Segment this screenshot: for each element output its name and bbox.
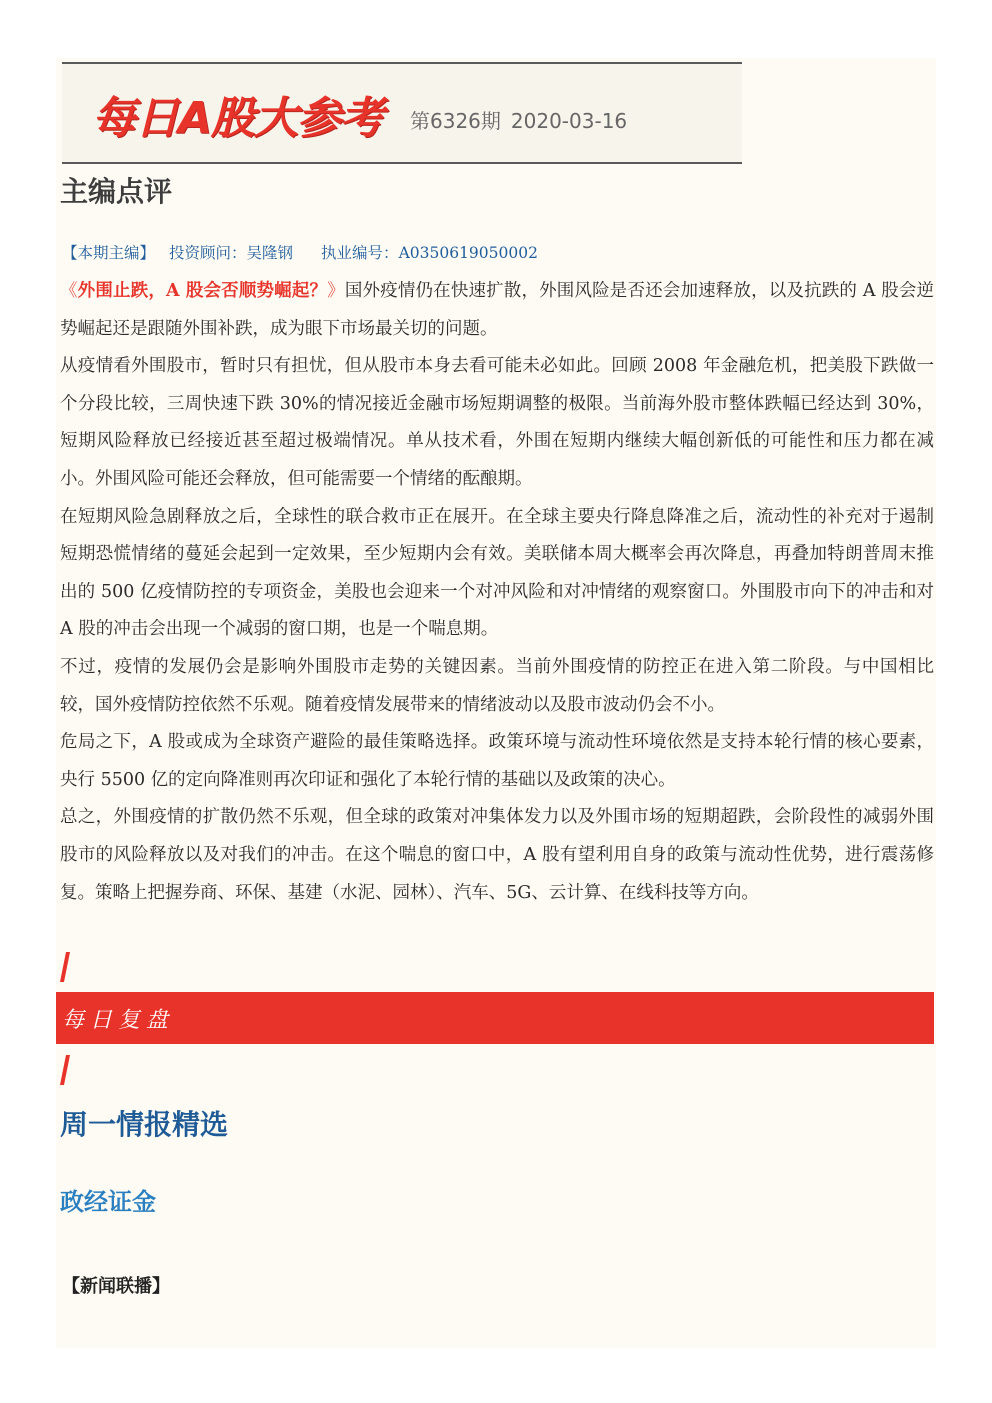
- advisor-label: 投资顾问：: [169, 244, 247, 262]
- article-paragraph: 在短期风险急剧释放之后，全球性的联合救市正在展开。在全球主要央行降息降准之后，流动性的补充对于遏制短期恐慌情绪的蔓延会起到一定效果，至少短期内会有效。美联储本周大概率会再次降息，再叠加特朗普周末推出的 500 亿疫情防控的专项资金，美股也会迎来一个对冲风险和对冲情绪的观察窗口。外围股市向下的冲击和对 A 股的冲击会出现一个减弱的窗口期，也是一个喘息期。: [60, 506, 934, 640]
- paragraph-1-text: 国外疫情仍在快速扩散，外围风险是否还会加速释放，以及抗跌的 A 股会逆势崛起还是跟随外围补跌，成为眼下市场最关切的问题。: [60, 281, 935, 339]
- advisor-name: 吴隆钢: [246, 244, 294, 262]
- news-tag-xinwen-lianbo: 【新闻联播】: [62, 1276, 170, 1297]
- article-paragraph: [60, 273, 934, 348]
- editor-tag: 【本期主编】: [62, 244, 156, 262]
- section-title-monday-intel: 周一情报精选: [60, 1108, 229, 1141]
- headline-close: 》: [327, 281, 345, 301]
- article-paragraph: 不过，疫情的发展仍会是影响外围股市走势的关键因素。当前外围疫情的防控正在进入第二阶段。与中国相比较，国外疫情防控依然不乐观。随着疫情发展带来的情绪波动以及股市波动仍会不小。: [60, 656, 934, 715]
- daily-review-bar: [56, 992, 934, 1044]
- article-headline: 外围止跌，A 股会否顺势崛起？: [77, 281, 328, 301]
- issue-date: 2020-03-16: [510, 109, 628, 133]
- section-title-editor-comment: 主编点评: [60, 175, 173, 208]
- article-paragraph: 危局之下，A 股或成为全球资产避险的最佳策略选择。政策环境与流动性环境依然是支持本轮行情的核心要素，央行 5500 亿的定向降准则再次印证和强化了本轮行情的基础以及政策的决心。: [60, 732, 934, 790]
- headline-open: 《: [60, 281, 78, 301]
- issue-number: 第6326期: [410, 109, 501, 133]
- masthead-issue: [410, 105, 627, 134]
- editor-info: [62, 241, 538, 263]
- subsection-title-politics-finance: 政经证金: [60, 1188, 156, 1216]
- license-number: A0350619050002: [398, 244, 538, 262]
- article-paragraph: 总之，外围疫情的扩散仍然不乐观，但全球的政策对冲集体发力以及外围市场的短期超跌，会阶段性的减弱外围股市的风险释放以及对我们的冲击。在这个喘息的窗口中，A 股有望利用自身的政策与流动性优势，进行震荡修复。策略上把握券商、环保、基建（水泥、园林）、汽车、5G、云计算、在线科技等方向。: [60, 807, 934, 903]
- masthead: [62, 62, 742, 164]
- editor-article: [60, 273, 934, 912]
- article-paragraph: 从疫情看外围股市，暂时只有担忧，但从股市本身去看可能未必如此。回顾 2008 年金融危机，把美股下跌做一个分段比较，三周快速下跌 30%的情况接近金融市场短期调整的极限。当前海外股市整体跌幅已经达到 30%，短期风险释放已经接近甚至超过极端情况。单从技术看，外围在短期内继续大幅创新低的可能性和压力都在减小。外围风险可能还会释放，但可能需要一个情绪的酝酿期。: [60, 356, 934, 489]
- daily-review-label: 每日复盘: [62, 1008, 175, 1033]
- license-label: 执业编号：: [321, 244, 399, 262]
- masthead-logo: 每日A股大参考: [92, 93, 384, 144]
